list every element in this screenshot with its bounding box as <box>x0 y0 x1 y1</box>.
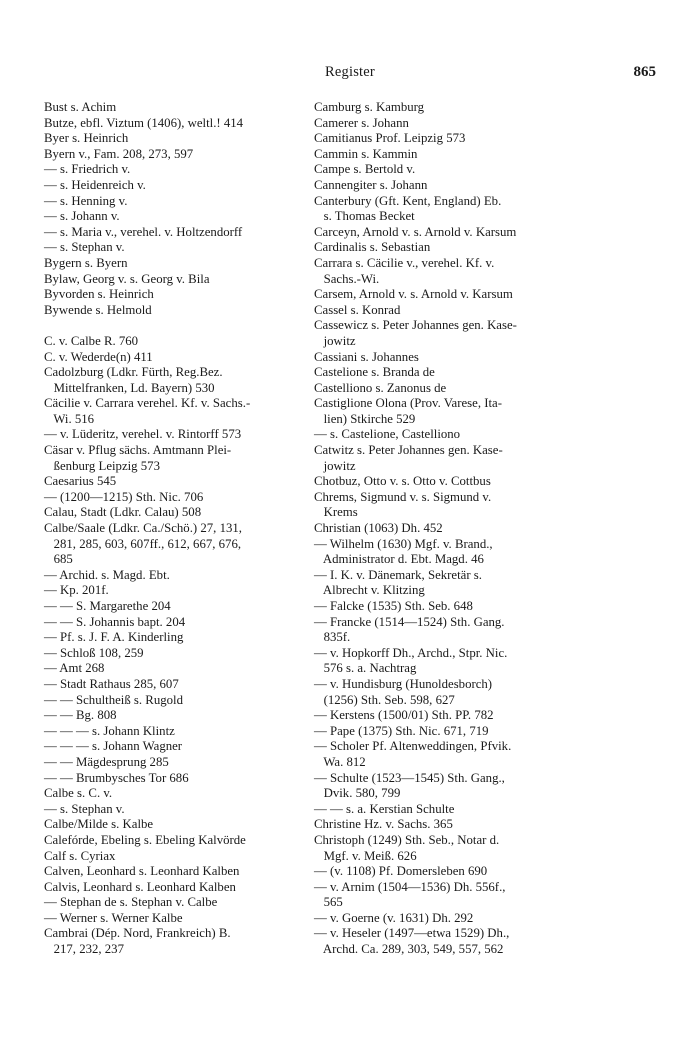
index-line: — Archid. s. Magd. Ebt. <box>44 567 170 582</box>
index-line: Calf s. Cyriax <box>44 848 116 863</box>
index-line: Bylaw, Georg v. s. Georg v. Bila <box>44 271 210 286</box>
index-line: Campe s. Bertold v. <box>314 162 416 177</box>
index-line: — s. Stephan v. <box>44 801 125 816</box>
index-line: — (v. 1108) Pf. Domersleben 690 <box>314 864 488 879</box>
index-line: Cassewicz s. Peter Johannes gen. Kase- <box>314 318 517 333</box>
index-line: Dvik. 580, 799 <box>314 786 401 801</box>
index-line: Mittelfranken, Ld. Bayern) 530 <box>44 380 215 395</box>
index-line: Cassiani s. Johannes <box>314 349 419 364</box>
page-number: 865 <box>633 64 656 80</box>
index-line: Catwitz s. Peter Johannes gen. Kase- <box>314 443 503 458</box>
index-line: Camitianus Prof. Leipzig 573 <box>314 131 466 146</box>
index-line: 835f. <box>314 630 351 645</box>
index-line: Byer s. Heinrich <box>44 131 129 146</box>
index-line: Calbe/Milde s. Kalbe <box>44 817 154 832</box>
index-line: — s. Heidenreich v. <box>44 177 146 192</box>
index-line: Archd. Ca. 289, 303, 549, 557, 562 <box>314 942 504 957</box>
index-line: ßenburg Leipzig 573 <box>44 458 160 473</box>
index-line: — v. Hundisburg (Hunoldesborch) <box>314 676 493 691</box>
index-line: Christian (1063) Dh. 452 <box>314 521 443 536</box>
index-line: — Amt 268 <box>44 661 105 676</box>
index-line: lien) Stkirche 529 <box>314 411 416 426</box>
index-line: Bust s. Achim <box>44 100 117 114</box>
index-line: Byvorden s. Heinrich <box>44 287 154 302</box>
index-line: — Wilhelm (1630) Mgf. v. Brand., <box>314 536 493 551</box>
index-line: Administrator d. Ebt. Magd. 46 <box>314 552 484 567</box>
index-line: Carrara s. Cäcilie v., verehel. Kf. v. <box>314 255 495 270</box>
index-line: — s. Castelione, Castelliono <box>314 427 461 442</box>
page-title: Register <box>325 64 375 80</box>
index-line: Chrems, Sigmund v. s. Sigmund v. <box>314 489 492 504</box>
index-line: s. Thomas Becket <box>314 209 415 224</box>
index-line: 576 s. a. Nachtrag <box>314 661 417 676</box>
index-line: Cadolzburg (Ldkr. Fürth, Reg.Bez. <box>44 365 223 380</box>
index-line: Albrecht v. Klitzing <box>314 583 425 598</box>
index-line: Bywende s. Helmold <box>44 302 152 317</box>
index-line: — — S. Johannis bapt. 204 <box>44 614 186 629</box>
section-gap <box>44 318 296 334</box>
index-line: — v. Lüderitz, verehel. v. Rintorff 573 <box>44 427 242 442</box>
index-line: — Schloß 108, 259 <box>44 645 144 660</box>
index-line: — Francke (1514—1524) Sth. Gang. <box>314 614 505 629</box>
index-line: Calau, Stadt (Ldkr. Calau) 508 <box>44 505 202 520</box>
index-line: Wa. 812 <box>314 754 366 769</box>
index-column-left <box>44 100 296 958</box>
index-line: Cannengiter s. Johann <box>314 177 428 192</box>
index-line: — s. Stephan v. <box>44 240 125 255</box>
index-line: 685 <box>44 552 73 567</box>
index-line: Cäcilie v. Carrara verehel. Kf. v. Sachs.- <box>44 396 251 411</box>
index-line: Chotbuz, Otto v. s. Otto v. Cottbus <box>314 474 491 489</box>
index-line: — s. Friedrich v. <box>44 162 131 177</box>
index-line: — — S. Margarethe 204 <box>44 599 171 613</box>
index-line: — v. Arnim (1504—1536) Dh. 556f., <box>314 879 506 894</box>
index-line: Christoph (1249) Sth. Seb., Notar d. <box>314 832 500 847</box>
index-line: Castiglione Olona (Prov. Varese, Ita- <box>314 396 502 411</box>
index-line: Cammin s. Kammin <box>314 146 418 161</box>
index-line: Camburg s. Kamburg <box>314 100 425 114</box>
index-line: Calefórde, Ebeling s. Ebeling Kalvörde <box>44 832 246 847</box>
page-header <box>40 64 660 86</box>
index-line: Calvis, Leonhard s. Leonhard Kalben <box>44 879 236 894</box>
index-line: Christine Hz. v. Sachs. 365 <box>314 817 453 832</box>
index-line: Mgf. v. Meiß. 626 <box>314 848 417 863</box>
index-line: 217, 232, 237 <box>44 942 124 957</box>
index-line: Calbe/Saale (Ldkr. Ca./Schö.) 27, 131, <box>44 521 242 536</box>
index-line: — v. Hopkorff Dh., Archd., Stpr. Nic. <box>314 645 508 660</box>
index-line: — (1200—1215) Sth. Nic. 706 <box>44 489 204 504</box>
index-line: — v. Goerne (v. 1631) Dh. 292 <box>314 910 474 925</box>
index-line: — — Brumbysches Tor 686 <box>44 770 189 785</box>
index-line: 281, 285, 603, 607ff., 612, 667, 676, <box>44 536 242 551</box>
index-line: — — — s. Johann Klintz <box>44 723 175 738</box>
index-line: jowitz <box>314 333 356 348</box>
index-line: — Pape (1375) Sth. Nic. 671, 719 <box>314 723 489 738</box>
index-line: (1256) Sth. Seb. 598, 627 <box>314 692 455 707</box>
index-line: Calven, Leonhard s. Leonhard Kalben <box>44 864 240 879</box>
index-line: — s. Maria v., verehel. v. Holtzendorff <box>44 224 243 239</box>
index-line: — — s. a. Kerstian Schulte <box>314 801 455 816</box>
index-line: Wi. 516 <box>44 411 95 426</box>
index-line: — — Mägdesprung 285 <box>44 754 169 769</box>
index-line: — I. K. v. Dänemark, Sekretär s. <box>314 567 482 582</box>
index-line: Krems <box>314 505 358 520</box>
index-line: Canterbury (Gft. Kent, England) Eb. <box>314 193 502 208</box>
index-line: — Kp. 201f. <box>44 583 109 598</box>
index-line: Bygern s. Byern <box>44 255 128 270</box>
index-line: jowitz <box>314 458 356 473</box>
index-line: — s. Henning v. <box>44 193 128 208</box>
index-line: — Pf. s. J. F. A. Kinderling <box>44 630 184 645</box>
index-line: — Schulte (1523—1545) Sth. Gang., <box>314 770 505 785</box>
index-line: Cassel s. Konrad <box>314 302 401 317</box>
index-line: Cäsar v. Pflug sächs. Amtmann Plei- <box>44 443 232 458</box>
index-line: — Werner s. Werner Kalbe <box>44 910 183 925</box>
index-column-right <box>314 100 570 958</box>
index-line: Calbe s. C. v. <box>44 786 113 801</box>
index-line: Cardinalis s. Sebastian <box>314 240 431 255</box>
index-line: Sachs.-Wi. <box>314 271 380 286</box>
index-line: Carceyn, Arnold v. s. Arnold v. Karsum <box>314 224 517 239</box>
index-line: Castelliono s. Zanonus de <box>314 380 447 395</box>
index-line: — Stadt Rathaus 285, 607 <box>44 676 179 691</box>
index-line: Caesarius 545 <box>44 474 117 489</box>
index-line: Carsem, Arnold v. s. Arnold v. Karsum <box>314 287 513 302</box>
index-line: Butze, ebfl. Viztum (1406), weltl.! 414 <box>44 115 244 130</box>
index-line: 565 <box>314 895 343 910</box>
index-line: — v. Heseler (1497—etwa 1529) Dh., <box>314 926 510 941</box>
index-line: Cambrai (Dép. Nord, Frankreich) B. <box>44 926 231 941</box>
index-line: — — Schultheiß s. Rugold <box>44 692 183 707</box>
index-line: — Stephan de s. Stephan v. Calbe <box>44 895 218 910</box>
index-line: — Falcke (1535) Sth. Seb. 648 <box>314 599 473 613</box>
index-line: — Scholer Pf. Altenweddingen, Pfvik. <box>314 739 512 754</box>
index-line: — Kerstens (1500/01) Sth. PP. 782 <box>314 708 494 723</box>
index-line: C. v. Calbe R. 760 <box>44 333 139 348</box>
index-line: — s. Johann v. <box>44 209 120 224</box>
index-line: Castelione s. Branda de <box>314 365 435 380</box>
index-line: Byern v., Fam. 208, 273, 597 <box>44 146 194 161</box>
index-line: C. v. Wederde(n) 411 <box>44 349 153 364</box>
index-line: — — — s. Johann Wagner <box>44 739 183 754</box>
index-line: Camerer s. Johann <box>314 115 409 130</box>
index-line: — — Bg. 808 <box>44 708 117 723</box>
